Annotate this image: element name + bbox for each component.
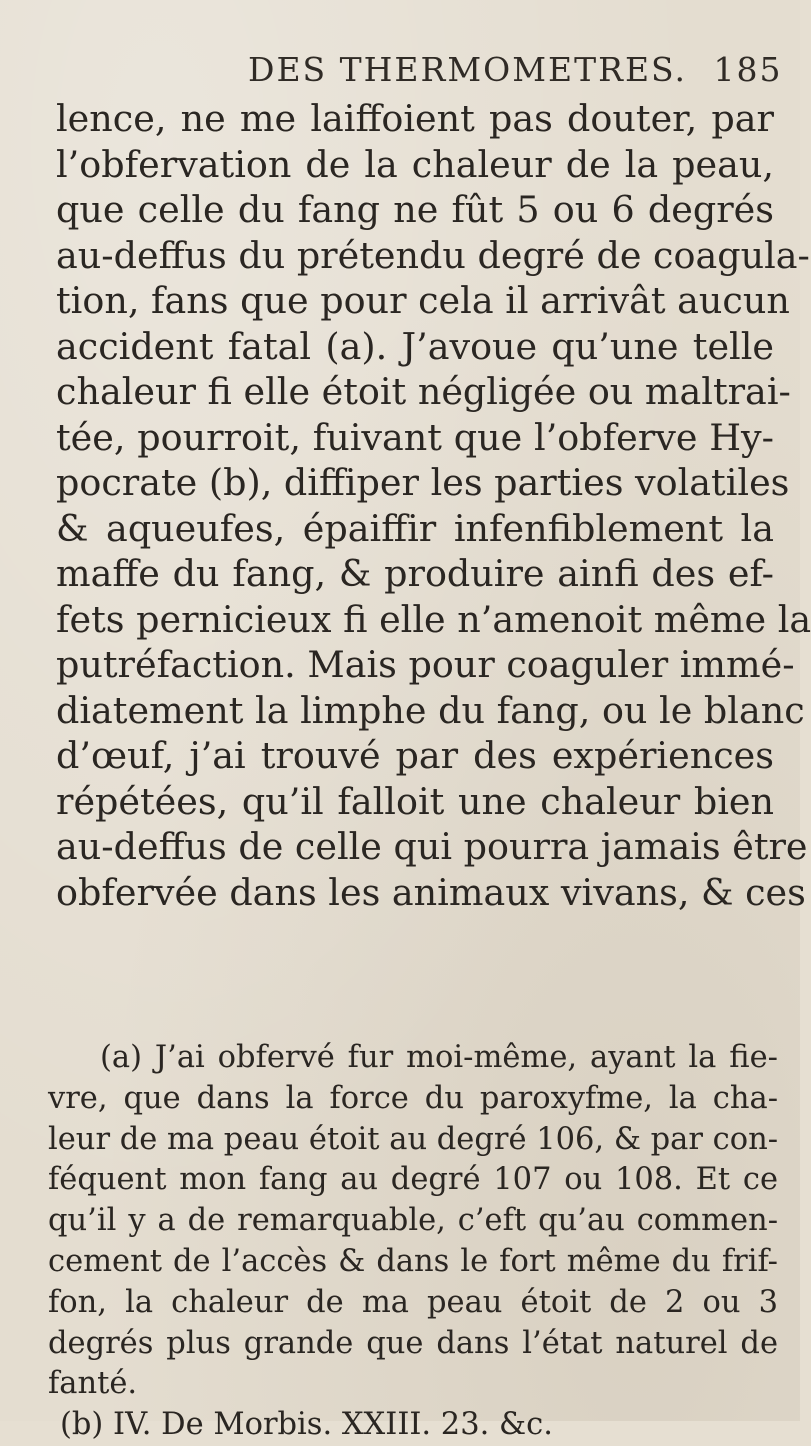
footnote-a-line: fon, la chaleur de ma peau étoit de 2 ou 3: [48, 1284, 778, 1320]
footnote-a-line: degrés plus grande que dans l’état naturel de: [48, 1325, 778, 1361]
text-line: d’œuf, j’ai trouvé par des expériences: [56, 734, 774, 777]
text-line: fets pernicieux fi elle n’amenoit même la: [56, 597, 811, 641]
page-number: 185: [713, 50, 783, 89]
footnote-a-line: vre, que dans la force du paroxyfme, la cha-: [48, 1080, 778, 1116]
text-line: tée, pourroit, fuivant que l’obferve Hy-: [56, 415, 774, 459]
text-line: obfervée dans les animaux vivans, & ces: [56, 870, 806, 914]
text-line: accident fatal (a). J’avoue qu’une telle: [56, 324, 774, 368]
text-line: pocrate (b), diffiper les parties volatiles: [56, 461, 790, 504]
running-head: [248, 50, 782, 89]
text-line: au-deffus de celle qui pourra jamais être: [56, 825, 808, 868]
text-line: répétées, qu’il falloit une chaleur bien: [56, 779, 774, 823]
text-line: tion, fans que pour cela il arrivât aucun: [56, 279, 790, 322]
running-title: DES THERMOMETRES.: [248, 50, 687, 89]
text-line: & aqueufes, épaiffir infenfiblement la: [56, 506, 774, 550]
text-line: chaleur fi elle étoit négligée ou maltrai-: [56, 370, 791, 413]
footnote-a-line: qu’il y a de remarquable, c’eft qu’au commen-: [48, 1203, 778, 1239]
footnote-b: (b) IV. De Morbis. XXIII. 23. &c.: [60, 1407, 553, 1443]
footnote-a-line: fanté.: [48, 1366, 138, 1402]
text-line: au-deffus du prétendu degré de coagula-: [56, 233, 810, 277]
text-line: que celle du fang ne fût 5 ou 6 degrés: [56, 188, 774, 231]
main-text: [56, 96, 811, 915]
footnotes: [48, 1038, 778, 1446]
footnote-a-line: féquent mon fang au degré 107 ou 108. Et ce: [48, 1162, 778, 1198]
footnote-a-line: cement de l’accès & dans le fort même du frif-: [48, 1243, 778, 1279]
text-line: maffe du fang, & produire ainfi des ef-: [56, 552, 774, 595]
text-line: putréfaction. Mais pour coaguler immé-: [56, 643, 795, 686]
footnote-a-line: (a) J’ai obfervé fur moi-même, ayant la fie-: [100, 1040, 778, 1075]
text-line: diatement la limphe du fang, ou le blanc: [56, 688, 805, 732]
text-line: lence, ne me laiffoient pas douter, par: [56, 97, 774, 140]
footnote-a-line: leur de ma peau étoit au degré 106, & par con-: [48, 1121, 779, 1157]
text-line: l’obfervation de la chaleur de la peau,: [56, 142, 774, 186]
